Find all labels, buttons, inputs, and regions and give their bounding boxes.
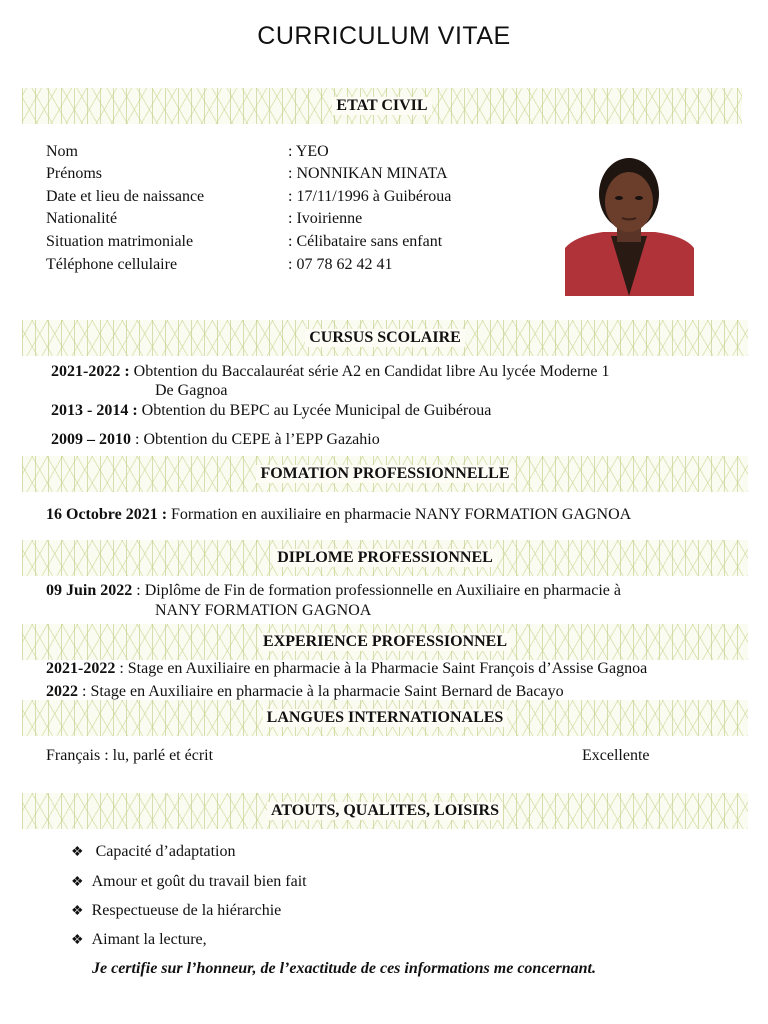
civil-label-nationalite: Nationalité: [46, 210, 118, 227]
cursus-text: Obtention du Baccalauréat série A2 en Candidat libre Au lycée Moderne 1: [129, 363, 610, 380]
list-item: [71, 901, 281, 922]
four-diamond-icon: ❖: [71, 933, 84, 948]
section-heading: LANGUES INTERNATIONALES: [263, 709, 508, 727]
four-diamond-icon: ❖: [71, 904, 84, 919]
profile-photo: [565, 148, 694, 296]
cursus-period: 2009 – 2010: [51, 431, 131, 448]
experience-item: [46, 659, 647, 679]
civil-label-naissance: Date et lieu de naissance: [46, 188, 205, 205]
list-item: [71, 930, 207, 951]
list-item: [71, 842, 236, 863]
language-item: Français : lu, parlé et écrit: [46, 747, 214, 764]
language-level: Excellente: [582, 747, 650, 764]
civil-value-nationalite: : Ivoirienne: [288, 210, 363, 227]
formation-text: Formation en auxiliaire en pharmacie NANY FORMATION GAGNOA: [167, 506, 632, 523]
list-item-text: Respectueuse de la hiérarchie: [91, 902, 282, 919]
section-band-diplome: [22, 540, 748, 576]
cursus-period: 2021-2022 :: [51, 363, 130, 380]
list-item-text: Amour et goût du travail bien fait: [91, 873, 307, 890]
experience-text: : Stage en Auxiliaire en pharmacie à la Pharmacie Saint François d’Assise Gagnoa: [115, 660, 648, 677]
certification-statement: Je certifie sur l’honneur, de l’exactitude de ces informations me concernant.: [92, 960, 596, 977]
cursus-item: [51, 362, 610, 382]
experience-period: 2021-2022: [46, 660, 116, 677]
civil-value-naissance: : 17/11/1996 à Guibéroua: [288, 188, 452, 205]
civil-label-nom: Nom: [46, 143, 78, 160]
diplome-item: [46, 581, 621, 601]
formation-date: 16 Octobre 2021 :: [46, 506, 168, 523]
civil-label-situation: Situation matrimoniale: [46, 233, 194, 250]
cursus-text: Obtention du BEPC au Lycée Municipal de Guibéroua: [137, 402, 492, 419]
section-heading: DIPLOME PROFESSIONNEL: [273, 549, 497, 567]
experience-text: : Stage en Auxiliaire en pharmacie à la pharmacie Saint Bernard de Bacayo: [78, 683, 564, 700]
section-band-atouts: [22, 793, 748, 829]
diplome-date: 09 Juin 2022: [46, 582, 133, 599]
four-diamond-icon: ❖: [71, 875, 84, 890]
section-heading: EXPERIENCE PROFESSIONNEL: [259, 633, 511, 651]
formation-item: [46, 505, 631, 525]
section-heading: FOMATION PROFESSIONNELLE: [256, 465, 513, 483]
cursus-item: [51, 430, 380, 450]
cursus-text-continued: De Gagnoa: [155, 382, 228, 399]
diplome-text-continued: NANY FORMATION GAGNOA: [155, 602, 372, 619]
cursus-item: [51, 401, 491, 421]
section-band-formation: [22, 456, 748, 492]
civil-label-prenoms: Prénoms: [46, 165, 102, 182]
list-item-text: Aimant la lecture,: [91, 931, 207, 948]
experience-period: 2022: [46, 683, 78, 700]
section-band-etat-civil: [22, 88, 742, 124]
section-heading: ATOUTS, QUALITES, LOISIRS: [267, 802, 503, 820]
section-band-langues: [22, 700, 748, 736]
four-diamond-icon: ❖: [71, 845, 84, 860]
civil-value-telephone: : 07 78 62 42 41: [288, 256, 393, 273]
cursus-period: 2013 - 2014 :: [51, 402, 138, 419]
section-band-experience: [22, 624, 748, 660]
document-title: CURRICULUM VITAE: [257, 22, 511, 50]
civil-value-prenoms: : NONNIKAN MINATA: [288, 165, 448, 182]
civil-label-telephone: Téléphone cellulaire: [46, 256, 178, 273]
cursus-text: : Obtention du CEPE à l’EPP Gazahio: [131, 431, 380, 448]
civil-value-nom: : YEO: [288, 143, 329, 160]
list-item-text: Capacité d’adaptation: [91, 843, 236, 860]
section-band-cursus: [22, 320, 748, 356]
civil-value-situation: : Célibataire sans enfant: [288, 233, 443, 250]
list-item: [71, 872, 307, 893]
diplome-text: : Diplôme de Fin de formation professionnelle en Auxiliaire en pharmacie à: [132, 582, 621, 599]
experience-item: [46, 682, 564, 702]
section-heading: ETAT CIVIL: [332, 97, 431, 115]
section-heading: CURSUS SCOLAIRE: [305, 329, 465, 347]
